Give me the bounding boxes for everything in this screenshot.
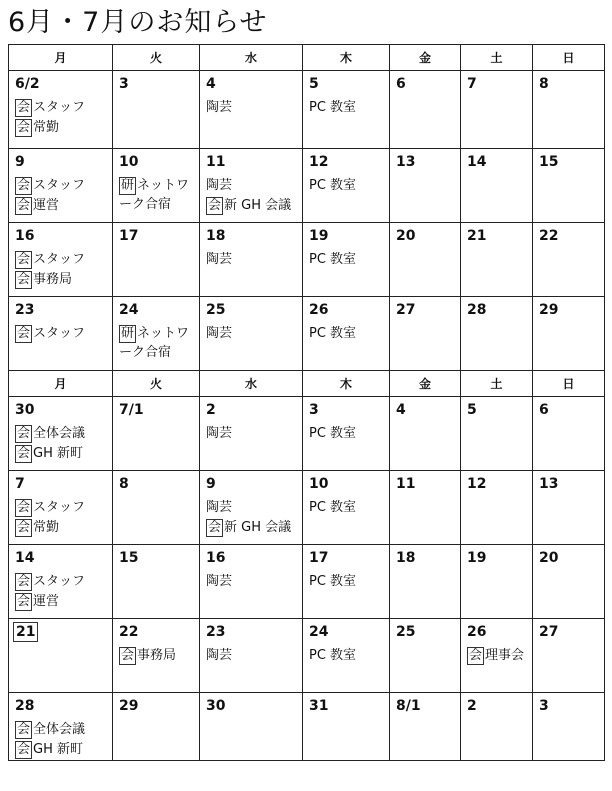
week-row [9,397,605,471]
day-number: 3 [119,76,129,92]
event-item [9,250,112,270]
event-tag: 会 [208,198,222,213]
day-cell [9,619,113,693]
day-cell [390,297,461,371]
day-number: 14 [15,550,35,566]
event-item [9,324,112,344]
event-text: 事務局 [33,272,73,287]
event-tag: 会 [17,120,31,135]
day-number: 5 [309,76,319,92]
page-title: 6月・7月のお知らせ [8,7,268,38]
weekday-header-row [9,45,605,71]
day-number: 7/1 [119,402,144,418]
day-cell [303,397,390,471]
event-item [200,572,302,592]
day-number: 26 [309,302,329,318]
day-number: 10 [119,154,139,170]
event-item [303,498,389,518]
event-tag: 会 [17,272,31,287]
day-number: 27 [396,302,416,318]
event-text: GH 新町 [33,446,83,461]
event-item [113,176,199,214]
day-number: 2 [206,402,216,418]
weekday-label: 水 [200,45,303,71]
weekday-label: 土 [461,371,533,397]
event-tag: 会 [17,426,31,441]
event-text: PC 教室 [309,326,357,341]
event-text: GH 新町 [33,742,83,757]
day-cell [9,397,113,471]
day-number: 15 [539,154,559,170]
event-text: 事務局 [137,648,177,663]
event-item [9,720,112,740]
week-row [9,297,605,371]
event-text: スタッフ [33,178,86,193]
event-item [200,324,302,344]
weekday-label: 月 [9,371,113,397]
day-cell [533,297,605,371]
event-text: スタッフ [33,500,86,515]
event-tag: 会 [469,648,483,663]
day-number: 9 [15,154,25,170]
day-cell [113,223,200,297]
event-tag: 会 [208,520,222,535]
day-number: 19 [309,228,329,244]
day-number: 29 [119,698,139,714]
day-cell [200,397,303,471]
day-cell [200,693,303,761]
day-number: 8 [539,76,549,92]
event-text: 陶芸 [206,648,233,663]
event-tag: 会 [17,252,31,267]
week-row [9,471,605,545]
day-number: 3 [539,698,549,714]
event-text: PC 教室 [309,648,357,663]
event-text: スタッフ [33,326,86,341]
day-number: 11 [396,476,416,492]
day-number: 15 [119,550,139,566]
day-cell [113,149,200,223]
event-tag: 研 [121,326,135,341]
event-tag: 会 [17,178,31,193]
day-number: 3 [309,402,319,418]
day-cell [533,397,605,471]
day-cell [390,693,461,761]
day-cell [9,223,113,297]
day-cell [200,471,303,545]
event-text: PC 教室 [309,426,357,441]
event-tag: 研 [121,178,135,193]
day-number: 14 [467,154,487,170]
day-number: 23 [206,624,226,640]
day-cell [200,223,303,297]
day-number: 16 [206,550,226,566]
day-number: 23 [15,302,35,318]
day-cell [303,149,390,223]
day-cell [200,149,303,223]
day-number: 9 [206,476,216,492]
day-cell [533,619,605,693]
day-cell [461,297,533,371]
event-tag: 会 [121,648,135,663]
day-cell [461,471,533,545]
day-number: 4 [206,76,216,92]
event-item [9,740,112,760]
weekday-label: 火 [113,371,200,397]
day-cell [113,397,200,471]
event-item [200,646,302,666]
day-cell [113,545,200,619]
day-cell [200,297,303,371]
event-text: ネットワーク合宿 [119,326,190,360]
day-cell [113,71,200,149]
day-number: 29 [539,302,559,318]
event-tag: 会 [17,198,31,213]
event-text: PC 教室 [309,574,357,589]
day-number: 2 [467,698,477,714]
weekday-label: 火 [113,45,200,71]
event-item [9,118,112,138]
day-cell [303,297,390,371]
day-number: 6/2 [15,76,40,92]
event-tag: 会 [17,742,31,757]
day-cell [303,693,390,761]
day-number: 17 [309,550,329,566]
day-cell [461,397,533,471]
day-cell [390,619,461,693]
day-number: 7 [15,476,25,492]
day-cell [303,223,390,297]
event-text: 陶芸 [206,100,233,115]
event-item [200,176,302,196]
day-cell [533,545,605,619]
weekday-label: 月 [9,45,113,71]
day-cell [461,619,533,693]
event-text: 陶芸 [206,574,233,589]
day-cell [9,471,113,545]
weekday-label: 金 [390,45,461,71]
event-item [9,592,112,612]
day-cell [303,71,390,149]
event-text: 新 GH 会議 [224,520,292,535]
calendar-table [8,44,605,761]
day-number: 12 [467,476,487,492]
day-cell [9,71,113,149]
day-number: 13 [539,476,559,492]
day-number: 31 [309,698,329,714]
event-text: 全体会議 [33,426,86,441]
day-cell [461,71,533,149]
event-tag: 会 [17,574,31,589]
weekday-label: 日 [533,45,605,71]
day-cell [113,619,200,693]
event-item [9,270,112,290]
event-text: 陶芸 [206,426,233,441]
day-cell [533,71,605,149]
event-item [200,250,302,270]
day-number: 30 [15,402,35,418]
day-number: 4 [396,402,406,418]
event-item [9,444,112,464]
day-number: 21 [467,228,487,244]
event-text: 陶芸 [206,178,233,193]
event-item [200,424,302,444]
day-cell [390,71,461,149]
day-number: 22 [119,624,139,640]
event-text: 全体会議 [33,722,86,737]
day-number: 6 [539,402,549,418]
day-cell [9,545,113,619]
day-number: 11 [206,154,226,170]
weekday-label: 金 [390,371,461,397]
day-cell [533,471,605,545]
weekday-label: 木 [303,45,390,71]
event-text: ネットワーク合宿 [119,178,190,212]
event-tag: 会 [17,446,31,461]
week-row [9,619,605,693]
event-item [200,98,302,118]
event-tag: 会 [17,326,31,341]
day-number: 28 [15,698,35,714]
day-number: 8 [119,476,129,492]
day-number: 13 [396,154,416,170]
event-item [303,250,389,270]
day-number: 24 [309,624,329,640]
event-text: スタッフ [33,252,86,267]
event-item [113,324,199,362]
event-item [9,498,112,518]
day-cell [533,149,605,223]
event-text: 陶芸 [206,500,233,515]
week-row [9,545,605,619]
weekday-label: 土 [461,45,533,71]
day-cell [390,397,461,471]
day-number: 6 [396,76,406,92]
weekday-label: 木 [303,371,390,397]
day-cell [200,71,303,149]
event-tag: 会 [17,594,31,609]
event-item [303,324,389,344]
day-number: 27 [539,624,559,640]
event-text: スタッフ [33,574,86,589]
event-text: PC 教室 [309,178,357,193]
day-number: 20 [396,228,416,244]
day-cell [113,297,200,371]
day-number: 10 [309,476,329,492]
day-number: 26 [467,624,487,640]
day-number: 24 [119,302,139,318]
day-number: 21 [13,622,38,642]
event-text: PC 教室 [309,252,357,267]
event-item [200,498,302,518]
event-item [200,196,302,216]
day-number: 22 [539,228,559,244]
day-cell [200,545,303,619]
event-tag: 会 [17,100,31,115]
event-item [303,176,389,196]
day-cell [9,693,113,761]
day-number: 25 [206,302,226,318]
day-cell [533,223,605,297]
event-item [9,572,112,592]
week-row [9,223,605,297]
week-row [9,149,605,223]
day-cell [461,693,533,761]
event-text: 常勤 [33,120,60,135]
event-text: 運営 [33,594,60,609]
day-cell [390,149,461,223]
event-item [461,646,532,666]
day-cell [9,297,113,371]
day-cell [303,471,390,545]
day-cell [113,693,200,761]
weekday-label: 日 [533,371,605,397]
event-text: 常勤 [33,520,60,535]
event-item [9,518,112,538]
event-text: 理事会 [485,648,525,663]
day-cell [461,545,533,619]
event-text: PC 教室 [309,500,357,515]
day-number: 25 [396,624,416,640]
event-text: PC 教室 [309,100,357,115]
event-text: 運営 [33,198,60,213]
event-text: 陶芸 [206,326,233,341]
event-item [200,518,302,538]
day-number: 28 [467,302,487,318]
day-number: 19 [467,550,487,566]
week-row [9,693,605,761]
event-item [9,98,112,118]
event-tag: 会 [17,520,31,535]
event-tag: 会 [17,722,31,737]
event-item [303,98,389,118]
event-text: 陶芸 [206,252,233,267]
event-item [9,424,112,444]
day-number: 8/1 [396,698,421,714]
day-cell [303,545,390,619]
week-row [9,71,605,149]
day-number: 20 [539,550,559,566]
day-cell [461,149,533,223]
event-text: 新 GH 会議 [224,198,292,213]
day-number: 12 [309,154,329,170]
event-item [113,646,199,666]
weekday-label: 水 [200,371,303,397]
event-text: スタッフ [33,100,86,115]
day-cell [9,149,113,223]
day-number: 18 [396,550,416,566]
day-number: 16 [15,228,35,244]
day-cell [113,471,200,545]
day-cell [390,545,461,619]
event-item [9,196,112,216]
day-cell [200,619,303,693]
event-item [9,176,112,196]
day-cell [461,223,533,297]
day-number: 18 [206,228,226,244]
event-item [303,424,389,444]
day-cell [533,693,605,761]
event-tag: 会 [17,500,31,515]
day-cell [390,471,461,545]
day-number: 17 [119,228,139,244]
day-number: 30 [206,698,226,714]
day-cell [390,223,461,297]
weekday-header-row [9,371,605,397]
event-item [303,572,389,592]
day-number: 5 [467,402,477,418]
day-number: 7 [467,76,477,92]
day-cell [303,619,390,693]
event-item [303,646,389,666]
